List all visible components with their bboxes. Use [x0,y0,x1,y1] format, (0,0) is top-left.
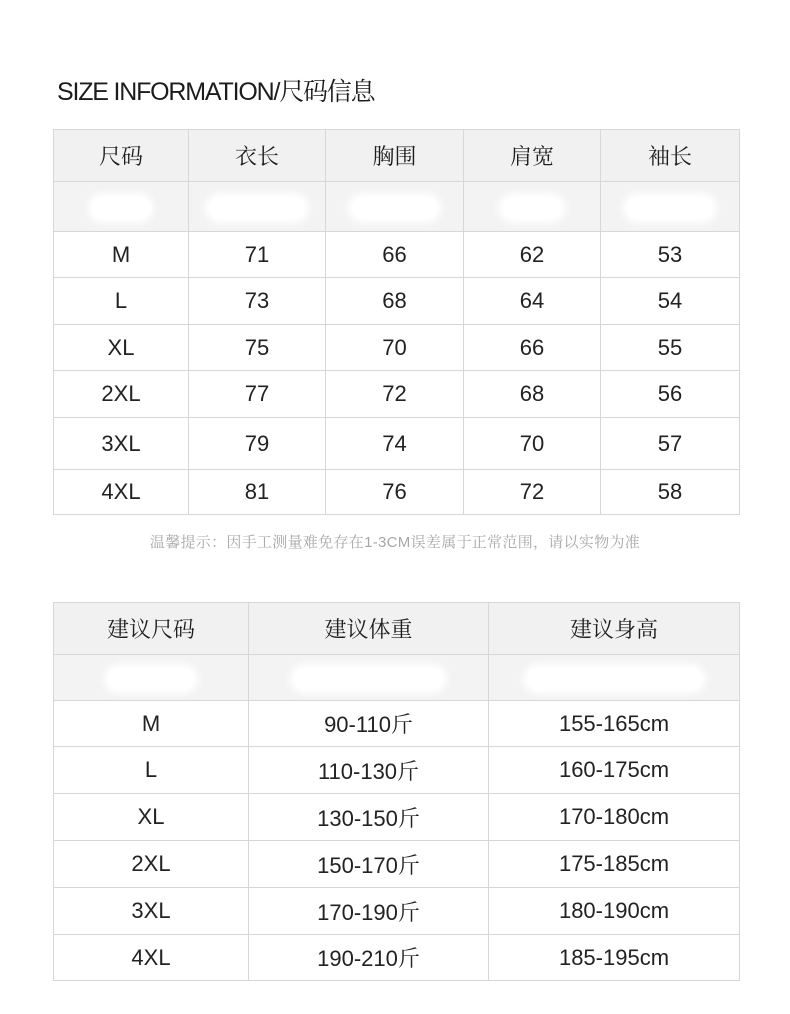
table-cell: 155-165cm [489,701,740,747]
blurred-text [352,197,437,219]
table-cell: 180-190cm [489,888,740,935]
table-cell: 2XL [54,371,189,418]
blurred-text [209,197,304,219]
table-cell: 4XL [54,935,249,981]
table-cell: 3XL [54,888,249,935]
table-row [54,794,740,841]
table-cell: 64 [464,278,601,325]
table-header-row [54,130,740,182]
table-row [54,935,740,981]
header-size: 尺码 [54,130,189,182]
table-cell: 77 [189,371,326,418]
blurred-text [502,197,562,219]
table-row [54,888,740,935]
blurred-text [527,668,702,690]
table-cell: 75 [189,325,326,371]
blurred-text [92,197,151,219]
table-row [54,470,740,515]
table-cell: 130-150斤 [249,794,489,841]
table-cell: 79 [189,418,326,470]
table-cell: 76 [326,470,464,515]
table-cell: 54 [601,278,740,325]
table-cell: 190-210斤 [249,935,489,981]
page-title: SIZE INFORMATION/尺码信息 [57,78,375,106]
measurement-note: 温馨提示：因手工测量难免存在1-3CM误差属于正常范围，请以实物为准 [149,534,641,551]
table-cell: 71 [189,232,326,278]
table-cell: 72 [326,371,464,418]
blurred-text [108,668,193,690]
table-row [54,325,740,371]
header-recommended-size: 建议尺码 [54,603,249,655]
table-cell: 74 [326,418,464,470]
table-cell: XL [54,325,189,371]
table-cell: 70 [464,418,601,470]
header-shoulder: 肩宽 [464,130,601,182]
table-cell: 66 [326,232,464,278]
table-cell: 56 [601,371,740,418]
table-cell: 57 [601,418,740,470]
size-info-table [53,129,740,515]
table-cell: 66 [464,325,601,371]
table-cell: 62 [464,232,601,278]
blurred-row [54,182,740,232]
table-cell: 58 [601,470,740,515]
table-cell: 170-190斤 [249,888,489,935]
table-cell: 170-180cm [489,794,740,841]
table-cell: 4XL [54,470,189,515]
table-cell: 160-175cm [489,747,740,794]
size-recommendation-table [53,602,740,981]
table-cell: 3XL [54,418,189,470]
table-cell: L [54,278,189,325]
table-cell: 90-110斤 [249,701,489,747]
table-cell: 53 [601,232,740,278]
table-cell: XL [54,794,249,841]
table-header-row [54,603,740,655]
table-row [54,701,740,747]
blurred-row [54,655,740,701]
header-recommended-weight: 建议体重 [249,603,489,655]
table-row [54,418,740,470]
header-recommended-height: 建议身高 [489,603,740,655]
table-row [54,371,740,418]
table-cell: 110-130斤 [249,747,489,794]
blurred-text [294,668,442,690]
table-cell: 72 [464,470,601,515]
table-cell: 175-185cm [489,841,740,888]
table-cell: 185-195cm [489,935,740,981]
table-row [54,841,740,888]
table-cell: 150-170斤 [249,841,489,888]
header-length: 衣长 [189,130,326,182]
table-cell: M [54,232,189,278]
table-row [54,232,740,278]
table-row [54,747,740,794]
table-cell: 55 [601,325,740,371]
table-cell: 68 [464,371,601,418]
table-cell: 70 [326,325,464,371]
table-cell: L [54,747,249,794]
header-chest: 胸围 [326,130,464,182]
table-cell: M [54,701,249,747]
table-cell: 2XL [54,841,249,888]
blurred-text [627,197,713,219]
table-cell: 68 [326,278,464,325]
table-cell: 81 [189,470,326,515]
table-cell: 73 [189,278,326,325]
header-sleeve: 袖长 [601,130,740,182]
table-row [54,278,740,325]
